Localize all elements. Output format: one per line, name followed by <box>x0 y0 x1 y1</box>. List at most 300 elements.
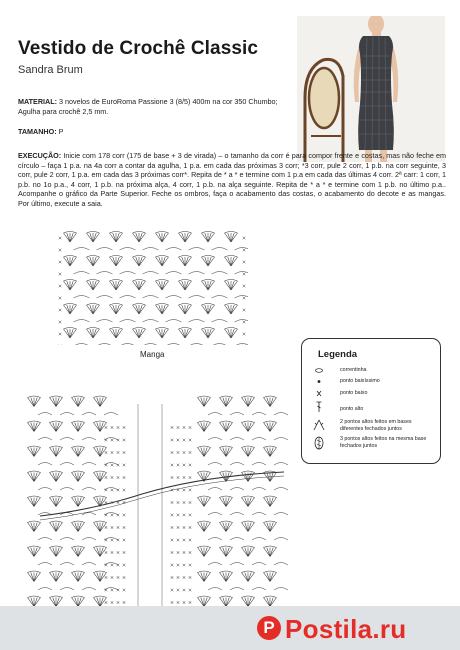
shell-stitch <box>72 421 85 432</box>
shell-stitch <box>28 396 41 407</box>
shell-stitch <box>264 546 277 557</box>
chain-arc <box>143 296 159 299</box>
shell-stitch <box>110 304 123 315</box>
chain-arc <box>82 413 96 416</box>
single-crochet-mark <box>243 273 246 276</box>
single-crochet-mark <box>59 249 62 252</box>
chain-arc <box>212 296 228 299</box>
shell-stitch <box>202 232 215 243</box>
single-crochet-mark <box>117 426 120 429</box>
stitch-legend <box>301 338 441 464</box>
chain-arc <box>230 513 244 516</box>
single-crochet-mark <box>111 551 114 554</box>
shell-stitch <box>94 546 107 557</box>
chain-arc <box>143 320 159 323</box>
single-crochet-mark <box>105 451 108 454</box>
single-crochet-mark <box>123 551 126 554</box>
chain-arc <box>38 438 52 441</box>
shell-stitch <box>87 304 100 315</box>
shell-stitch <box>264 496 277 507</box>
single-crochet-mark <box>105 476 108 479</box>
chain-arc <box>208 513 222 516</box>
single-crochet-mark <box>171 514 174 517</box>
chain-arc <box>274 538 288 541</box>
single-crochet-mark <box>105 489 108 492</box>
single-crochet-mark <box>177 451 180 454</box>
shell-stitch <box>198 446 211 457</box>
single-crochet-mark <box>111 489 114 492</box>
chain-arc <box>166 296 182 299</box>
single-crochet-mark <box>105 564 108 567</box>
single-crochet-mark <box>111 526 114 529</box>
single-crochet-mark <box>117 576 120 579</box>
shell-stitch <box>133 304 146 315</box>
single-crochet-mark <box>59 237 62 240</box>
execution-label: EXECUÇÃO: <box>18 151 62 160</box>
chain-arc <box>120 248 136 251</box>
author-name: Sandra Brum <box>18 64 83 76</box>
single-crochet-mark <box>105 464 108 467</box>
single-crochet-mark <box>59 309 62 312</box>
shell-stitch <box>198 396 211 407</box>
shell-stitch <box>156 304 169 315</box>
legend-title: Legenda <box>318 349 358 360</box>
shell-stitch <box>220 446 233 457</box>
shell-stitch <box>110 232 123 243</box>
single-crochet-mark <box>117 439 120 442</box>
single-crochet-mark <box>111 451 114 454</box>
single-crochet-mark <box>123 451 126 454</box>
chain-arc <box>189 296 205 299</box>
shell-stitch <box>220 596 233 607</box>
shell-stitch <box>72 571 85 582</box>
legend-label: 3 pontos altos feitos na mesma base fechados juntos <box>340 436 427 449</box>
site-logo: Postila.ru <box>285 614 407 644</box>
single-crochet-mark <box>59 333 62 336</box>
single-crochet-mark <box>183 551 186 554</box>
single-crochet-mark <box>105 551 108 554</box>
chain-arc <box>166 272 182 275</box>
chain-arc <box>97 272 113 275</box>
shell-stitch <box>133 280 146 291</box>
chain-arc <box>230 563 244 566</box>
single-crochet-mark <box>123 576 126 579</box>
chain-arc <box>60 588 74 591</box>
size-value: P <box>56 127 64 136</box>
single-crochet-mark <box>171 526 174 529</box>
chain-arc <box>230 463 244 466</box>
single-crochet-mark <box>171 426 174 429</box>
chain-arc <box>97 296 113 299</box>
chain-arc <box>212 320 228 323</box>
single-crochet-mark <box>59 261 62 264</box>
chain-arc <box>212 272 228 275</box>
chain-arc <box>230 538 244 541</box>
chain-arc <box>235 272 249 275</box>
single-crochet-mark <box>243 237 246 240</box>
chain-arc <box>208 438 222 441</box>
chain-arc <box>208 488 222 491</box>
chain-arc <box>252 538 266 541</box>
watermark-bar <box>0 606 460 650</box>
shell-stitch <box>28 496 41 507</box>
chain-arc <box>212 248 228 251</box>
single-crochet-mark <box>243 285 246 288</box>
shell-stitch <box>94 446 107 457</box>
single-crochet-mark <box>123 539 126 542</box>
single-crochet-mark <box>59 273 62 276</box>
chain-arc <box>74 296 90 299</box>
chain-arc <box>208 563 222 566</box>
single-crochet-mark <box>117 589 120 592</box>
chain-arc <box>252 488 266 491</box>
shell-stitch <box>242 396 255 407</box>
single-crochet-mark <box>189 526 192 529</box>
chain-arc <box>274 438 288 441</box>
shell-stitch <box>225 232 238 243</box>
chain-arc <box>274 463 288 466</box>
shell-stitch <box>225 328 238 339</box>
chain-arc <box>74 320 90 323</box>
chain-arc <box>60 463 74 466</box>
single-crochet-mark <box>105 439 108 442</box>
shell-stitch <box>28 446 41 457</box>
single-crochet-mark <box>189 539 192 542</box>
single-crochet-mark <box>117 514 120 517</box>
slip-stitch-icon <box>312 378 326 388</box>
single-crochet-mark <box>171 451 174 454</box>
chain-arc <box>252 513 266 516</box>
chain-arc <box>235 320 249 323</box>
shell-stitch <box>198 571 211 582</box>
chain-arc <box>60 413 74 416</box>
shell-stitch <box>50 521 63 532</box>
single-crochet-mark <box>105 539 108 542</box>
chain-arc <box>104 413 118 416</box>
single-crochet-mark <box>123 526 126 529</box>
single-crochet-mark <box>177 514 180 517</box>
single-crochet-mark <box>183 451 186 454</box>
single-crochet-mark <box>59 285 62 288</box>
single-crochet-mark <box>189 576 192 579</box>
single-crochet-mark <box>177 539 180 542</box>
single-crochet-mark <box>189 489 192 492</box>
shell-stitch <box>225 256 238 267</box>
single-crochet-mark <box>243 261 246 264</box>
single-crochet-icon <box>312 390 326 400</box>
single-crochet-mark <box>117 489 120 492</box>
shell-stitch <box>28 421 41 432</box>
single-crochet-mark <box>189 501 192 504</box>
single-crochet-mark <box>177 576 180 579</box>
shell-stitch <box>64 280 77 291</box>
single-crochet-mark <box>183 489 186 492</box>
single-crochet-mark <box>117 601 120 604</box>
shell-stitch <box>202 304 215 315</box>
single-crochet-mark <box>123 564 126 567</box>
shell-stitch <box>220 421 233 432</box>
shell-stitch <box>28 471 41 482</box>
shell-stitch <box>220 571 233 582</box>
single-crochet-mark <box>177 589 180 592</box>
shell-stitch <box>242 596 255 607</box>
shell-stitch <box>64 232 77 243</box>
shell-stitch <box>72 521 85 532</box>
single-crochet-mark <box>183 589 186 592</box>
chain-arc <box>235 296 249 299</box>
legend-label: ponto alto <box>340 406 364 412</box>
chain-arc <box>274 488 288 491</box>
single-crochet-mark <box>111 439 114 442</box>
single-crochet-mark <box>111 539 114 542</box>
chain-arc <box>274 588 288 591</box>
single-crochet-mark <box>171 501 174 504</box>
shell-stitch <box>264 571 277 582</box>
shell-stitch <box>110 328 123 339</box>
shell-stitch <box>242 421 255 432</box>
shell-stitch <box>264 421 277 432</box>
chain-arc <box>74 272 90 275</box>
chain-arc <box>82 538 96 541</box>
single-crochet-mark <box>117 551 120 554</box>
material-paragraph <box>18 97 283 116</box>
single-crochet-mark <box>189 451 192 454</box>
single-crochet-mark <box>105 526 108 529</box>
single-crochet-mark <box>171 576 174 579</box>
shell-stitch <box>198 421 211 432</box>
chain-arc <box>274 563 288 566</box>
single-crochet-mark <box>105 514 108 517</box>
single-crochet-mark <box>171 439 174 442</box>
size-label: TAMANHO: <box>18 127 57 136</box>
shell-stitch <box>28 596 41 607</box>
shell-stitch <box>64 304 77 315</box>
single-crochet-mark <box>177 439 180 442</box>
single-crochet-mark <box>123 589 126 592</box>
single-crochet-mark <box>183 576 186 579</box>
single-crochet-mark <box>105 601 108 604</box>
single-crochet-mark <box>183 426 186 429</box>
single-crochet-mark <box>183 464 186 467</box>
single-crochet-mark <box>189 601 192 604</box>
single-crochet-mark <box>189 476 192 479</box>
double-crochet-icon <box>312 401 326 416</box>
single-crochet-mark <box>183 601 186 604</box>
shell-stitch <box>94 421 107 432</box>
single-crochet-mark <box>189 589 192 592</box>
single-crochet-mark <box>123 601 126 604</box>
shell-stitch <box>242 446 255 457</box>
single-crochet-mark <box>171 539 174 542</box>
shell-stitch <box>110 256 123 267</box>
shell-stitch <box>179 256 192 267</box>
single-crochet-mark <box>105 589 108 592</box>
single-crochet-mark <box>123 489 126 492</box>
shell-stitch <box>133 232 146 243</box>
chain-arc <box>38 463 52 466</box>
single-crochet-mark <box>189 551 192 554</box>
chain-arc <box>189 344 205 346</box>
chain-arc <box>189 320 205 323</box>
chain-arc <box>166 248 182 251</box>
shell-stitch <box>72 471 85 482</box>
single-crochet-mark <box>59 297 62 300</box>
chain-arc <box>120 296 136 299</box>
single-crochet-mark <box>243 309 246 312</box>
shell-stitch <box>28 546 41 557</box>
single-crochet-mark <box>243 249 246 252</box>
single-crochet-mark <box>189 439 192 442</box>
shell-stitch <box>156 280 169 291</box>
chain-arc <box>208 413 222 416</box>
chain-arc <box>82 438 96 441</box>
chain-arc <box>274 513 288 516</box>
shell-stitch <box>28 571 41 582</box>
shell-stitch <box>72 446 85 457</box>
shell-stitch <box>28 521 41 532</box>
single-crochet-mark <box>177 526 180 529</box>
single-crochet-mark <box>171 464 174 467</box>
back-chart <box>22 384 292 620</box>
chain-arc <box>208 588 222 591</box>
single-crochet-mark <box>243 333 246 336</box>
single-crochet-mark <box>123 426 126 429</box>
sleeve-caption: Manga <box>140 350 165 359</box>
shell-stitch <box>72 396 85 407</box>
shell-stitch <box>156 232 169 243</box>
shell-stitch <box>202 328 215 339</box>
chain-arc <box>82 588 96 591</box>
single-crochet-mark <box>183 564 186 567</box>
chain-arc <box>252 413 266 416</box>
shell-stitch <box>50 421 63 432</box>
shell-stitch <box>133 328 146 339</box>
chain-arc <box>120 344 136 346</box>
single-crochet-mark <box>111 576 114 579</box>
shell-stitch <box>72 496 85 507</box>
shell-stitch <box>50 471 63 482</box>
chain-arc <box>274 413 288 416</box>
single-crochet-mark <box>117 476 120 479</box>
legend-label: ponto baixíssimo <box>340 378 380 384</box>
shell-stitch <box>156 256 169 267</box>
single-crochet-mark <box>117 464 120 467</box>
single-crochet-mark <box>171 551 174 554</box>
shell-stitch <box>87 280 100 291</box>
shell-stitch <box>87 328 100 339</box>
shell-stitch <box>264 596 277 607</box>
shell-stitch <box>50 571 63 582</box>
shell-stitch <box>50 596 63 607</box>
shell-stitch <box>94 571 107 582</box>
single-crochet-mark <box>183 501 186 504</box>
chain-arc <box>252 463 266 466</box>
single-crochet-mark <box>111 514 114 517</box>
chain-arc <box>208 538 222 541</box>
chain-arc <box>235 248 249 251</box>
execution-paragraph <box>18 151 446 208</box>
shell-stitch <box>242 496 255 507</box>
single-crochet-mark <box>123 464 126 467</box>
single-crochet-mark <box>189 464 192 467</box>
chain-arc <box>120 272 136 275</box>
shell-stitch <box>242 521 255 532</box>
shell-stitch <box>50 396 63 407</box>
single-crochet-mark <box>183 476 186 479</box>
shell-stitch <box>220 521 233 532</box>
chain-arc <box>60 538 74 541</box>
shell-stitch <box>242 471 255 482</box>
shell-stitch <box>94 596 107 607</box>
chain-arc <box>230 438 244 441</box>
shell-stitch <box>156 328 169 339</box>
single-crochet-mark <box>105 426 108 429</box>
pin-logo-icon: P <box>257 616 281 640</box>
single-crochet-mark <box>171 564 174 567</box>
chain-arc <box>60 488 74 491</box>
shell-stitch <box>220 396 233 407</box>
single-crochet-mark <box>189 426 192 429</box>
shell-stitch <box>264 521 277 532</box>
shell-stitch <box>198 596 211 607</box>
chain-arc <box>143 344 159 346</box>
single-crochet-mark <box>123 514 126 517</box>
shell-stitch <box>198 521 211 532</box>
single-crochet-mark <box>177 551 180 554</box>
shell-stitch <box>220 496 233 507</box>
single-crochet-mark <box>177 564 180 567</box>
shell-stitch <box>87 232 100 243</box>
shell-stitch <box>179 232 192 243</box>
sleeve-chart <box>58 222 248 345</box>
shell-stitch <box>179 280 192 291</box>
chain-arc <box>230 413 244 416</box>
size-paragraph <box>18 127 283 137</box>
single-crochet-mark <box>183 526 186 529</box>
single-crochet-mark <box>117 539 120 542</box>
dc3-cluster-icon <box>312 436 326 453</box>
shell-stitch <box>50 496 63 507</box>
shell-stitch <box>72 596 85 607</box>
shell-stitch <box>179 304 192 315</box>
single-crochet-mark <box>117 526 120 529</box>
chain-arc <box>208 463 222 466</box>
single-crochet-mark <box>177 501 180 504</box>
chain-arc <box>82 463 96 466</box>
shell-stitch <box>133 256 146 267</box>
chain-arc <box>38 488 52 491</box>
single-crochet-mark <box>111 426 114 429</box>
shell-stitch <box>198 496 211 507</box>
chain-arc <box>143 272 159 275</box>
chain-arc <box>97 344 113 346</box>
chain-arc <box>38 413 52 416</box>
single-crochet-mark <box>123 476 126 479</box>
chain-arc <box>166 344 182 346</box>
single-crochet-mark <box>183 439 186 442</box>
chain-arc <box>252 438 266 441</box>
chain-arc <box>38 538 52 541</box>
single-crochet-mark <box>189 564 192 567</box>
single-crochet-mark <box>177 476 180 479</box>
chain-arc <box>97 320 113 323</box>
chain-arc <box>166 320 182 323</box>
chain-arc <box>38 563 52 566</box>
shell-stitch <box>202 256 215 267</box>
shell-stitch <box>242 546 255 557</box>
single-crochet-mark <box>111 601 114 604</box>
shell-stitch <box>94 471 107 482</box>
